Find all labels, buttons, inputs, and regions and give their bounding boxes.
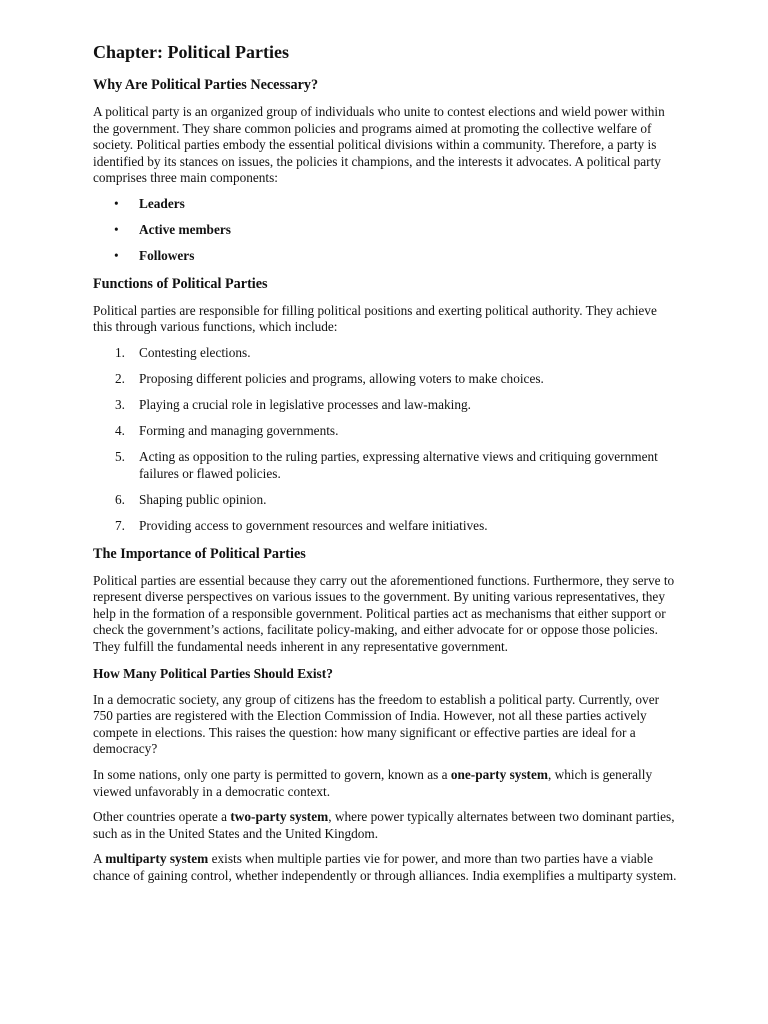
chapter-title: Chapter: Political Parties: [93, 42, 289, 62]
text-run: Other countries operate a: [93, 809, 231, 825]
section-paragraph-two-party: [93, 809, 678, 842]
functions-list: [93, 345, 678, 535]
list-number: 5.: [115, 449, 125, 465]
list-item: [93, 449, 678, 482]
list-item: [93, 222, 678, 239]
bullet-icon: •: [114, 222, 119, 238]
list-item-text: Providing access to government resources and welfare initiatives.: [139, 518, 488, 534]
section-paragraph: In a democratic society, any group of citizens has the freedom to establish a political party. Currently, over 750 parties are registered with the Election Commission of India. However, not all these parties actively compete in elections. This raises the question: how many significant or effective parties are ideal for a democracy?: [93, 691, 660, 757]
list-number: 3.: [115, 397, 125, 413]
list-item: [93, 492, 678, 509]
list-number: 7.: [115, 518, 125, 534]
section-heading: How Many Political Parties Should Exist?: [93, 665, 333, 681]
document-page: [93, 40, 678, 894]
bullet-icon: •: [114, 195, 119, 211]
section-functions: [93, 275, 678, 536]
text-run: , where power typically alternates between two dominant parties, such as in the United States and the United Kingdom.: [93, 809, 675, 841]
bold-term: multiparty system: [105, 851, 209, 867]
list-item-text: Followers: [139, 248, 195, 264]
bold-term: one-party system: [450, 766, 548, 782]
list-item-text: Acting as opposition to the ruling parties, expressing alternative views and critiquing government failures or flawed policies.: [139, 449, 658, 482]
list-item: [93, 371, 678, 388]
bullet-icon: •: [114, 248, 119, 264]
list-item-text: Active members: [139, 222, 231, 238]
list-item: [93, 248, 678, 265]
list-item: [93, 423, 678, 440]
list-item-text: Leaders: [139, 195, 185, 211]
list-number: 2.: [115, 370, 125, 386]
section-heading: Functions of Political Parties: [93, 275, 268, 292]
list-number: 6.: [115, 492, 125, 508]
components-list: [93, 196, 678, 265]
text-run: exists when multiple parties vie for power, and more than two parties have a viable chance of gaining control, whether independently or through alliances. India exemplifies a multiparty system.: [93, 851, 677, 883]
bold-term: two-party system: [230, 809, 329, 825]
section-heading: The Importance of Political Parties: [93, 545, 306, 562]
list-item: [93, 518, 678, 535]
list-item-text: Forming and managing governments.: [139, 423, 339, 439]
section-heading: Why Are Political Parties Necessary?: [93, 77, 319, 93]
list-item: [93, 397, 678, 414]
list-number: 4.: [115, 423, 125, 439]
text-run: A: [93, 851, 106, 867]
section-paragraph-one-party: [93, 767, 678, 800]
list-item: [93, 196, 678, 213]
list-item-text: Contesting elections.: [139, 344, 251, 360]
list-item-text: Shaping public opinion.: [139, 492, 267, 508]
section-paragraph: Political parties are responsible for filling political positions and exerting political authority. They achieve this through various functions, which include:: [93, 302, 657, 335]
section-importance: [93, 545, 678, 656]
list-number: 1.: [115, 344, 125, 360]
text-run: In some nations, only one party is permitted to govern, known as a: [93, 766, 451, 782]
section-why-necessary: [93, 76, 678, 265]
section-paragraph: A political party is an organized group of individuals who unite to contest elections and wield power within the government. They share common policies and programs aimed at promoting the collective welfare of society. Political parties embody the essential political divisions within a community. Therefore, a party is identified by its stances on issues, the policies it champions, and the interests it advocates. A political party comprises three main components:: [93, 104, 665, 186]
section-paragraph-multiparty: [93, 851, 678, 884]
section-paragraph: Political parties are essential because they carry out the aforementioned functions. Furthermore, they serve to represent diverse perspectives on various issues to the government. By uniting various representatives, they help in the formation of a responsible government. Political parties act as mechanisms that either support or check the government’s actions, facilitate policy-making, and either advocate for or oppose those policies. They fulfill the fundamental needs inherent in any representative government.: [93, 572, 675, 654]
text-run: , which is generally viewed unfavorably in a democratic context.: [93, 766, 653, 799]
list-item-text: Proposing different policies and programs, allowing voters to make choices.: [139, 370, 544, 386]
section-how-many: [93, 665, 678, 885]
list-item: [93, 345, 678, 362]
list-item-text: Playing a crucial role in legislative processes and law-making.: [139, 397, 471, 413]
